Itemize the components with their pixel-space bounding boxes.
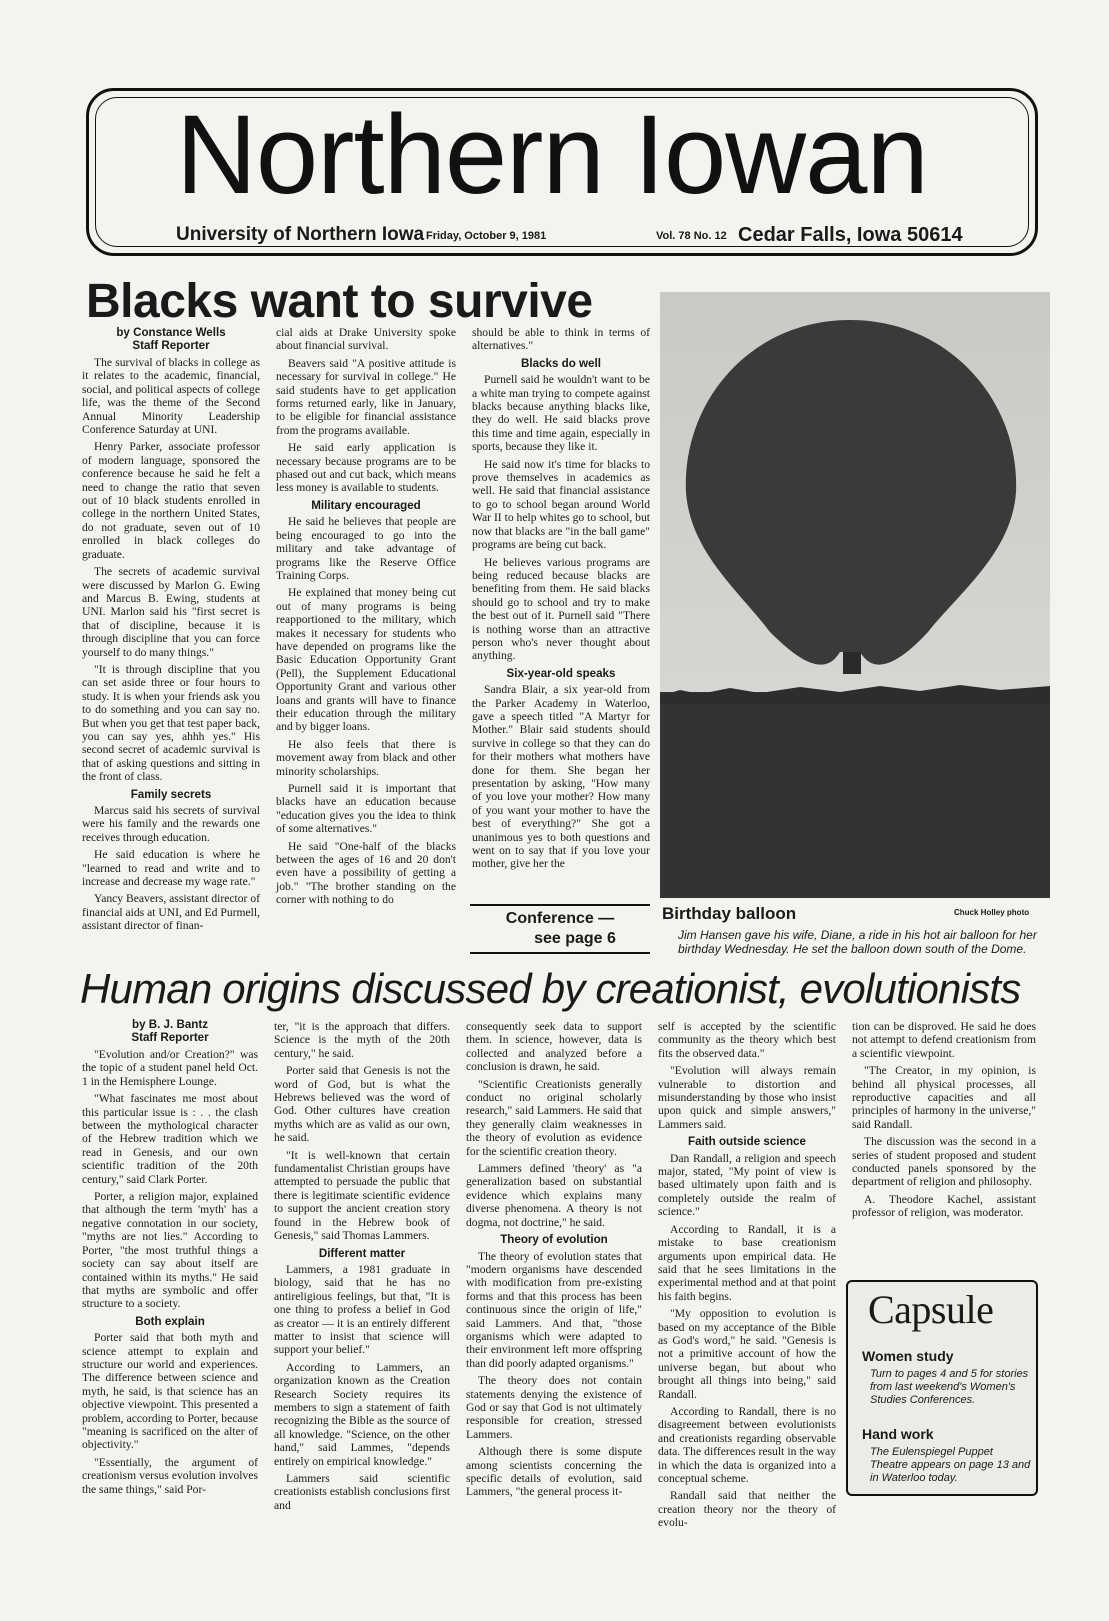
capsule-item-text[interactable]: Turn to pages 4 and 5 for stories from last weekend's Women's Studies Conferences. — [870, 1368, 1029, 1406]
paragraph: "The Creator, in my opinion, is behind all physical processes, all reproductive capacities and all principles of harmony in the universe," said Randall. — [852, 1064, 1036, 1131]
paragraph: "What fascinates me most about this particular issue is : . . the clash between the mythological character of the Hebrew tradition which we read in Genesis, and our own scientific tradition of the 20th century," said Clark Porter. — [82, 1092, 258, 1186]
paragraph: A. Theodore Kachel, assistant professor of religion, was moderator. — [852, 1192, 1036, 1220]
photo-title: Birthday balloon — [662, 904, 797, 923]
paragraph: Purnell said he wouldn't want to be a white man trying to compete against blacks because anything blacks like, they do well. He said blacks prove this time and time again, especially in sports, because they like it. — [472, 373, 650, 454]
paragraph: "It is well-known that certain fundamentalist Christian groups have attempted to persuade the public that there is legitimate scientific evidence to support the ancient creation story found in the Hebrew book of Genesis," said Thomas Lammers. — [274, 1148, 450, 1243]
paragraph: He also feels that there is movement away from black and other minority scholarships. — [276, 737, 456, 778]
paragraph: consequently seek data to support them. In science, however, data is collected and analyzed before a conclusion is drawn, he said. — [466, 1020, 642, 1074]
photo-caption: Jim Hansen gave his wife, Diane, a ride in his hot air balloon for her birthday Wednesday. He set the balloon down south of the Dome. — [678, 928, 1037, 956]
paragraph: He said "One-half of the blacks between the ages of 16 and 20 don't even have a possibility of getting a job." "The brother standing on the corner with nothing to do — [276, 839, 456, 907]
paragraph: "Evolution will always remain vulnerable to distortion and misunderstanding by those who insist upon quick and simple answers," Lammers said. — [658, 1064, 836, 1131]
paragraph: Beavers said "A positive attitude is necessary for survival in college." He said students have to get application forms returned early, like in January, to be eligible for financial assistance from the programs available. — [276, 356, 456, 437]
paragraph: Porter, a religion major, explained that although the term 'myth' has a negative connotation in our society, "myths are not lies." According to Porter, "the most truthful things a society can say about itself are contained within its myths." He said that myths are symbolic and offer structure to a society. — [82, 1190, 258, 1311]
paragraph: "My opposition to evolution is based on my acceptance of the Bible as God's word," he said. "Genesis is not a primitive account of how the universe began, but about who brought all things into being," said Randall. — [658, 1307, 836, 1401]
paragraph: He believes various programs are being reduced because blacks are benefiting from them. He said blacks should go to school and try to make the best out of it. Purnell said "There is nothing worse than an attractive person who's never thought about anything. — [472, 555, 650, 663]
paragraph: The survival of blacks in college as it relates to the academic, financial, social, and political aspects of college life, was the theme of the Second Annual Minority Leadership Conference Saturday at UNI. — [82, 356, 260, 437]
paragraph: He explained that money being cut out of many programs is being reapportioned to the military, which makes it necessary for students who have depended on programs like the Basic Education Opportunity Grant (Pell), the Supplement Educational Opportunity Grant and various other loans and grants will have to finance their education through the military and by bigger loans. — [276, 586, 456, 734]
paragraph: Yancy Beavers, assistant director of financial aids at UNI, and Ed Purmell, assistant director of finan- — [82, 892, 260, 933]
paragraph: Although there is some dispute among scientists concerning the specific details of evolution, said Lammers, "the general process it- — [466, 1445, 642, 1499]
paragraph: Lammers defined 'theory' as "a generalization based on substantial evidence which explains many diverse phenomena. A theory is not dogma, not doctrine," he said. — [466, 1162, 642, 1229]
paragraph: "Scientific Creationists generally conduct no original scholarly research," said Lammers. He said that they generally claim weaknesses in the theory of evolution as evidence for the scientific creation theory. — [466, 1077, 642, 1158]
subhead: Blacks do well — [521, 356, 601, 370]
story2-column-2 — [274, 1020, 450, 1516]
paragraph: "Evolution and/or Creation?" was the topic of a student panel held Oct. 1 in the Hemisphere Lounge. — [82, 1048, 258, 1088]
newspaper-title: Northern Iowan — [176, 92, 928, 217]
paragraph: The secrets of academic survival were discussed by Marlon G. Ewing and Marcus B. Ewing, students at UNI. Marlon said his "first secret is that of discipline, because it is through discipline that you can force yourself to do many things." — [82, 565, 260, 659]
location: Cedar Falls, Iowa 50614 — [738, 224, 963, 246]
byline: by Constance Wells Staff Reporter — [116, 326, 226, 352]
paragraph: Purnell said it is important that blacks have an education because "education gives you the idea to think of some alternatives." — [276, 782, 456, 836]
paragraph: tion can be disproved. He said he does not attempt to defend creationism from a scientific viewpoint. — [852, 1020, 1036, 1060]
paragraph: According to Randall, there is no disagreement between evolutionists and creationists regarding observable data. The differences result in the way in which the data is organized into a conceptual scheme. — [658, 1404, 836, 1485]
paragraph: Randall said that neither the creation theory nor the theory of evolu- — [658, 1489, 836, 1530]
paragraph: Lammers, a 1981 graduate in biology, said that he has no antireligious feelings, but that, "It is one thing to profess a belief in God as creator — it is an entirely different matter to insist that science will support your belief." — [274, 1262, 450, 1357]
story2-column-3 — [466, 1020, 642, 1503]
headline-human-origins: Human origins discussed by creationist, evolutionists — [80, 965, 1021, 1012]
paragraph: He said early application is necessary because programs are to be phased out and cut back, which means less money is available to students. — [276, 441, 456, 495]
paragraph: "Essentially, the argument of creationism versus evolution involves the same things," said Por- — [82, 1455, 258, 1496]
paragraph: Dan Randall, a religion and speech major, stated, "My point of view is based ultimately upon faith and is completely outside the realm of science." — [658, 1151, 836, 1219]
paragraph: should be able to think in terms of alternatives." — [472, 326, 650, 353]
byline: by B. J. Bantz Staff Reporter — [131, 1018, 209, 1044]
paragraph: He said education is where he "learned to read and write and to increase and decrease my wage rate." — [82, 848, 260, 889]
subhead: Faith outside science — [688, 1135, 806, 1149]
paragraph: According to Randall, it is a mistake to base creationism arguments upon empirical data. He said that he sees limitations in the experimental method and at that point his faith begins. — [658, 1222, 836, 1303]
paragraph: The theory does not contain statements denying the existence of God or say that God is not ultimately responsible for creation, stressed Lammers. — [466, 1374, 642, 1441]
paragraph: The theory of evolution states that "modern organisms have descended with modification from pre-existing forms and that this process has been continuous since the origin of life," said Lammers. And that, "those organisms which were adapted to their environment left more offspring than did poorly adapted organisms." — [466, 1249, 642, 1370]
volume-number: Vol. 78 No. 12 — [656, 230, 727, 242]
paragraph: Sandra Blair, a six year-old from the Parker Academy in Waterloo, gave a speech titled "A Martyr for Mother." Blair said students should survive in college so that they can do for their mothers what mothers have done for them. She began her presentation by asking, "How many of you love your mother? How many of you want your mother to have the best of everything?" She got a unanimous yes to both questions and went on to say that if you love your mother, give her the — [472, 683, 650, 871]
story2-column-5 — [852, 1020, 1036, 1224]
paragraph: According to Lammers, an organization known as the Creation Research Society requires its members to sign a statement of faith recognizing the Bible as the source of all knowledge. "Science, on the other hand," said Lammes, "depends entirely on empirical knowledge." — [274, 1360, 450, 1468]
subhead: Different matter — [318, 1246, 406, 1260]
capsule-item-text[interactable]: The Eulenspiegel Puppet Theatre appears on page 13 and in Waterloo today. — [870, 1446, 1031, 1484]
subhead: Both explain — [135, 1314, 205, 1328]
capsule-box — [846, 1280, 1038, 1496]
subhead: Family secrets — [130, 787, 212, 801]
paragraph: Porter said that Genesis is not the word of God, but is what the Hebrews believed was the word of God. Other cultures have creation myths which are as valid as our own, he said. — [274, 1064, 450, 1145]
subhead: Military encouraged — [311, 498, 421, 512]
paragraph: Henry Parker, associate professor of modern language, sponsored the conference because he said he felt a need to change the ratio that seven out of 10 black students enrolled in college in the northern United States, do not graduate, seven out of 10 enrolled in black colleges do graduate. — [82, 440, 260, 561]
capsule-item-heading: Women study — [862, 1348, 954, 1364]
paragraph: cial aids at Drake University spoke about financial survival. — [276, 326, 456, 353]
paragraph: He said now it's time for blacks to prove themselves in academics as well. He said that financial assistance to go to school began around World War II to help whites go to school, but now that blacks are "in the ball game" programs are being cut back. — [472, 457, 650, 552]
continued-refer[interactable]: Conference — see page 6 — [470, 904, 650, 954]
subhead: Theory of evolution — [500, 1233, 608, 1247]
issue-date: Friday, October 9, 1981 — [426, 230, 547, 242]
paragraph: He said he believes that people are being encouraged to go into the military and take advantage of programs like the Reserve Office Training Corps. — [276, 515, 456, 582]
paragraph: Lammers said scientific creationists establish conclusions first and — [274, 1472, 450, 1512]
story2-column-1 — [82, 1016, 258, 1500]
capsule-title: Capsule — [868, 1287, 994, 1332]
paragraph: ter, "it is the approach that differs. Science is the myth of the 20th century," he said. — [274, 1020, 450, 1060]
paragraph: Marcus said his secrets of survival were his family and the rewards one receives through education. — [82, 804, 260, 844]
headline-blacks-survive: Blacks want to survive — [86, 275, 593, 328]
university-name: University of Northern Iowa — [176, 224, 425, 245]
story2-column-4 — [658, 1020, 836, 1534]
capsule-item-heading: Hand work — [862, 1426, 934, 1442]
balloon-photo — [660, 292, 1050, 898]
paragraph: The discussion was the second in a series of student proposed and student conducted panels sponsored by the department of religion and philosophy. — [852, 1135, 1036, 1189]
paragraph: "It is through discipline that you can set aside three or four hours to study. It is when your friends ask you to do something and you can say no. But when you get that test paper back, you can say yes, ahhh yes." His second secret of academic survival is that of asking questions and sitting in the front of class. — [82, 662, 260, 784]
story1-column-2 — [276, 326, 456, 911]
photo-credit: Chuck Holley photo — [954, 908, 1030, 917]
paragraph: Porter said that both myth and science attempt to explain and structure our world and experiences. The difference between science and myth, he said, is that science has an objective viewpoint. This presented a problem, according to Porter, because "meaning is sacrificed on the alter of objectivity." — [82, 1331, 258, 1452]
story1-column-3 — [472, 326, 650, 875]
paragraph: self is accepted by the scientific community as the theory which best fits the observed data." — [658, 1020, 836, 1060]
story1-column-1 — [82, 324, 260, 937]
subhead: Six-year-old speaks — [506, 666, 616, 680]
